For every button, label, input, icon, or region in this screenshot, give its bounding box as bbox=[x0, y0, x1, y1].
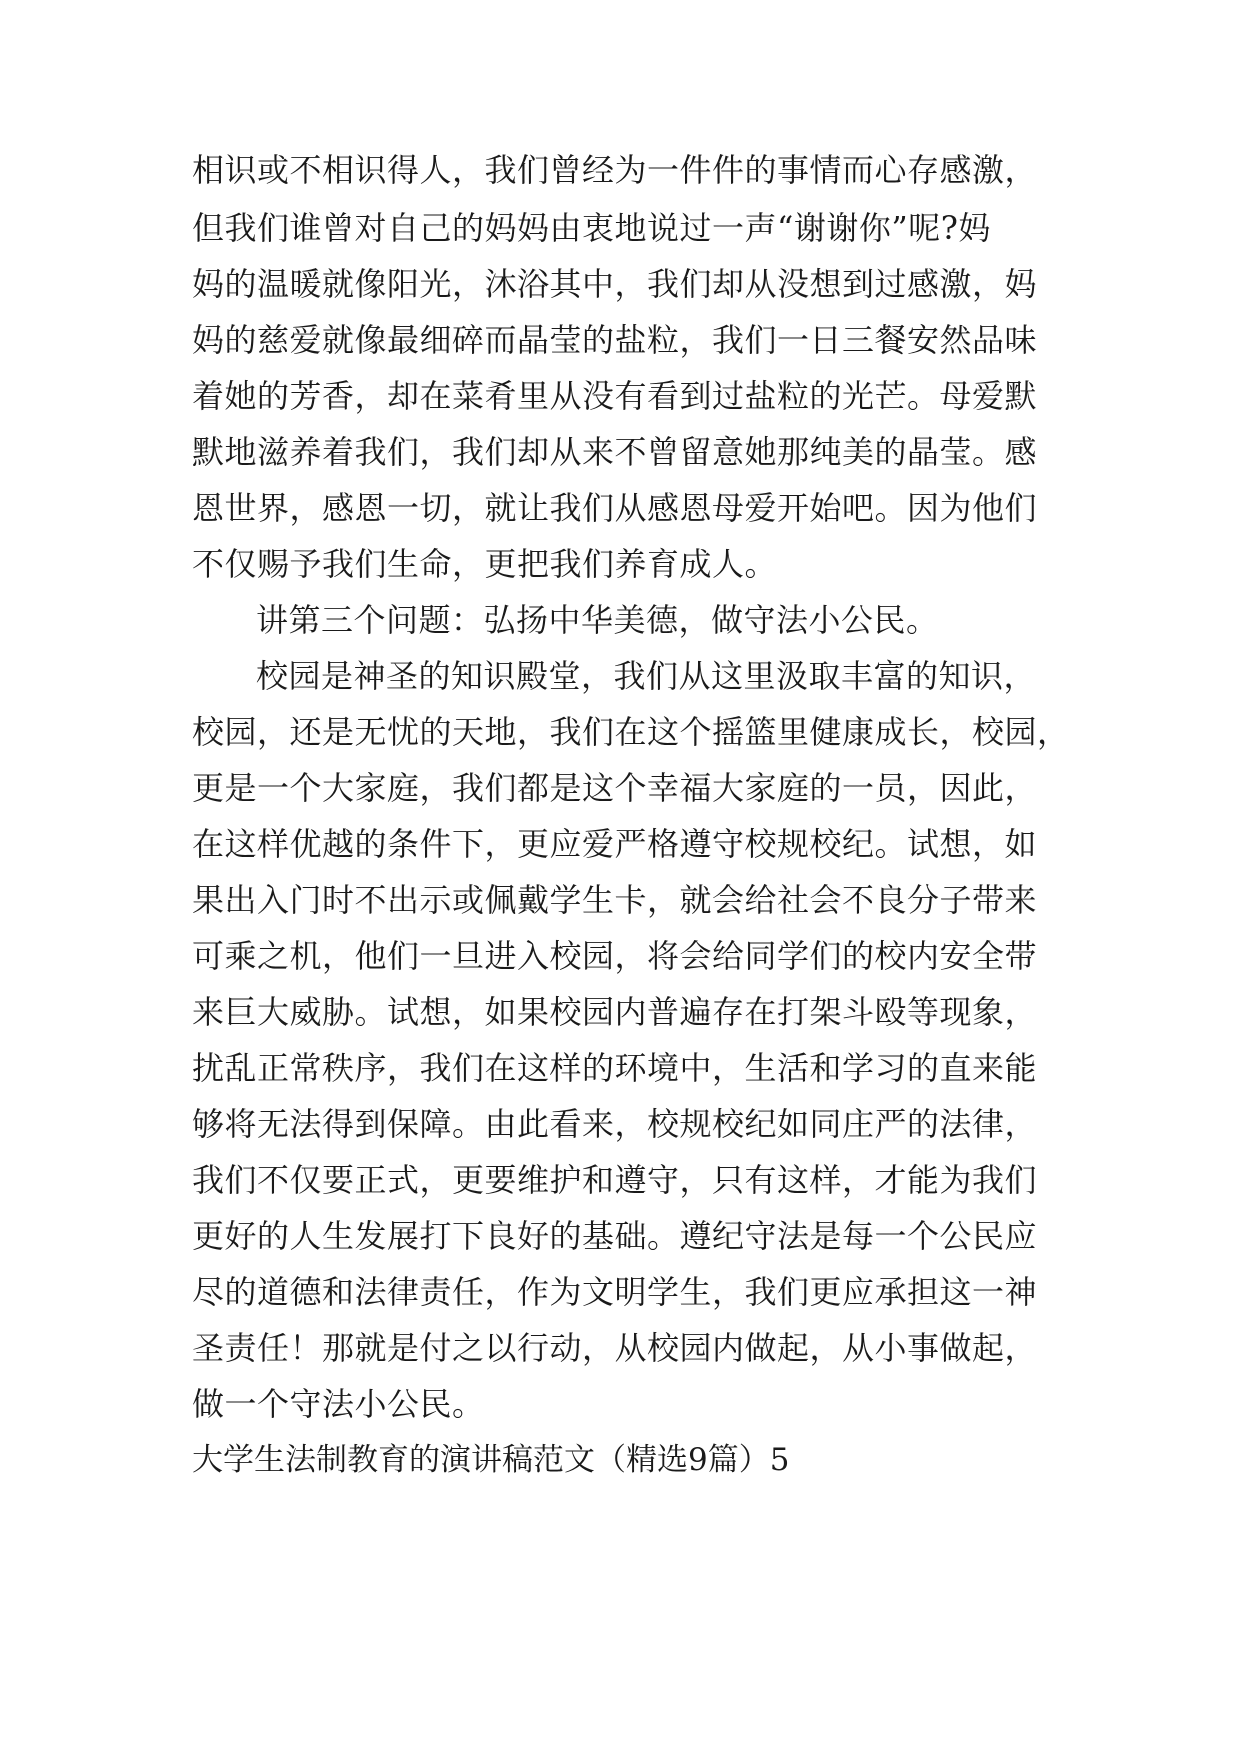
text-line: 默地滋养着我们，我们却从来不曾留意她那纯美的晶莹。感 bbox=[192, 433, 1038, 471]
text-line: 圣责任！那就是付之以行动，从校园内做起，从小事做起， bbox=[192, 1329, 1038, 1367]
text-line: 但我们谁曾对自己的妈妈由衷地说过一声“谢谢你”呢?妈 bbox=[192, 209, 991, 247]
text-line: 更好的人生发展打下良好的基础。遵纪守法是每一个公民应 bbox=[192, 1217, 1038, 1255]
text-line: 扰乱正常秩序，我们在这样的环境中，生活和学习的直来能 bbox=[192, 1049, 1038, 1087]
text-line: 可乘之机，他们一旦进入校园，将会给同学们的校内安全带 bbox=[192, 937, 1038, 975]
text-line: 恩世界，感恩一切，就让我们从感恩母爱开始吧。因为他们 bbox=[192, 489, 1038, 527]
paragraph-start-line: 校园是神圣的知识殿堂，我们从这里汲取丰富的知识， bbox=[256, 657, 1037, 695]
text-line: 做一个守法小公民。 bbox=[192, 1385, 485, 1423]
text-line: 妈的温暖就像阳光，沐浴其中，我们却从没想到过感激，妈 bbox=[192, 265, 1038, 303]
text-line: 尽的道德和法律责任，作为文明学生，我们更应承担这一神 bbox=[192, 1273, 1038, 1311]
text-line: 我们不仅要正式，更要维护和遵守，只有这样，才能为我们 bbox=[192, 1161, 1038, 1199]
text-line: 妈的慈爱就像最细碎而晶莹的盐粒，我们一日三餐安然品味 bbox=[192, 321, 1038, 359]
article-title-footer: 大学生法制教育的演讲稿范文（精选9篇）5 bbox=[192, 1442, 790, 1478]
text-line: 着她的芳香，却在菜肴里从没有看到过盐粒的光芒。母爱默 bbox=[192, 377, 1038, 415]
text-line: 果出入门时不出示或佩戴学生卡，就会给社会不良分子带来 bbox=[192, 881, 1038, 919]
text-line: 在这样优越的条件下，更应爱严格遵守校规校纪。试想，如 bbox=[192, 825, 1038, 863]
text-line: 更是一个大家庭，我们都是这个幸福大家庭的一员，因此， bbox=[192, 769, 1038, 807]
section-heading: 讲第三个问题：弘扬中华美德，做守法小公民。 bbox=[256, 601, 939, 639]
text-line: 不仅赐予我们生命，更把我们养育成人。 bbox=[192, 545, 778, 583]
text-line: 相识或不相识得人，我们曾经为一件件的事情而心存感激， bbox=[192, 151, 1038, 189]
text-line: 够将无法得到保障。由此看来，校规校纪如同庄严的法律， bbox=[192, 1105, 1038, 1143]
text-line: 校园，还是无忧的天地，我们在这个摇篮里健康成长，校园， bbox=[192, 713, 1070, 751]
text-line: 来巨大威胁。试想，如果校园内普遍存在打架斗殴等现象， bbox=[192, 993, 1038, 1031]
